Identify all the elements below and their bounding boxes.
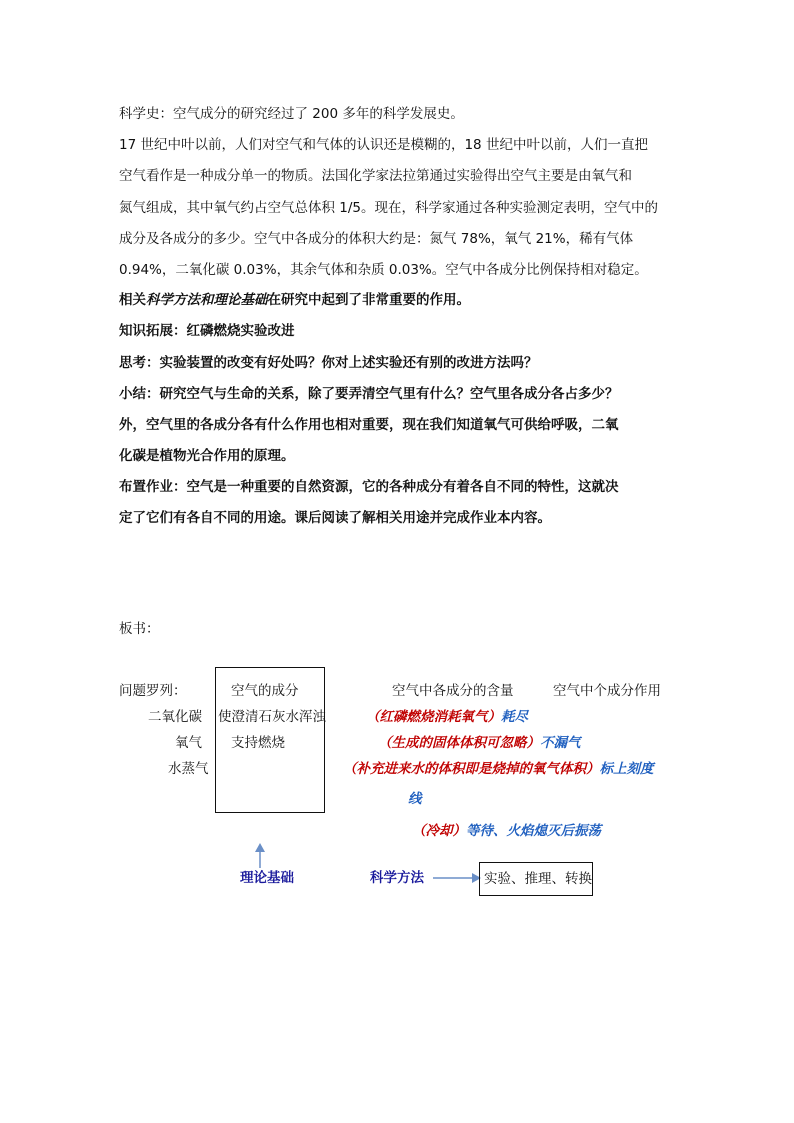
column-content: 空气中各成分的含量 <box>392 683 514 699</box>
row-label-co2: 二氧化碳 <box>148 709 202 725</box>
note-3-continuation: 线 <box>408 791 422 807</box>
paragraph-line: 17 世纪中叶以前，人们对空气和气体的认识还是模糊的，18 世纪中叶以前，人们一直把 <box>119 137 648 153</box>
method-suffix: 在研究中起到了非常重要的作用。 <box>267 292 470 308</box>
note-2-blue: 不漏气 <box>540 735 581 751</box>
note-4-blue: 等待、火焰熄灭后振荡 <box>466 823 601 839</box>
column-components: 空气的成分 <box>231 683 299 699</box>
note-2-red: （生成的固体体积可忽略） <box>378 735 540 751</box>
homework-line: 布置作业：空气是一种重要的自然资源，它的各种成分有着各自不同的特性，这就决 <box>119 479 619 495</box>
science-method: 科学方法 <box>370 870 424 886</box>
row-text-co2: 使澄清石灰水浑浊 <box>218 709 326 725</box>
summary-line: 外，空气里的各成分各有什么作用也相对重要，现在我们知道氧气可供给呼吸，二氧 <box>119 417 619 433</box>
think-question: 思考：实验装置的改变有好处吗？你对上述实验还有别的改进方法吗？ <box>119 355 538 371</box>
summary-line: 小结：研究空气与生命的关系，除了要弄清空气里有什么？空气里各成分各占多少？ <box>119 386 619 402</box>
note-3-blue: 标上刻度 <box>599 761 654 777</box>
board-title: 板书： <box>119 621 160 637</box>
row-text-oxygen: 支持燃烧 <box>231 735 285 751</box>
method-prefix: 相关 <box>119 292 146 308</box>
row-label-oxygen: 氧气 <box>175 735 202 751</box>
knowledge-extension: 知识拓展：红磷燃烧实验改进 <box>119 323 295 339</box>
homework-line: 定了它们有各自不同的用途。课后阅读了解相关用途并完成作业本内容。 <box>119 510 551 526</box>
history-label: 科学史： <box>119 106 173 122</box>
note-1-blue: 耗尽 <box>501 709 528 725</box>
note-1-red: （红磷燃烧消耗氧气） <box>366 709 501 725</box>
list-label: 问题罗列： <box>119 683 187 699</box>
method-emphasis: 科学方法和理论基础 <box>146 292 268 308</box>
paragraph-line: 0.94%，二氧化碳 0.03%，其余气体和杂质 0.03%。空气中各成分比例保持相对稳定。 <box>119 262 648 278</box>
column-function: 空气中个成分作用 <box>553 683 661 699</box>
note-3-red: （补充进来水的体积即是烧掉的氧气体积） <box>343 761 600 777</box>
note-4-red: （冷却） <box>412 823 466 839</box>
up-arrow-head <box>255 843 265 852</box>
paragraph-line: 氮气组成，其中氧气约占空气总体积 1/5。现在，科学家通过各种实验测定表明，空气中的 <box>119 200 659 216</box>
paragraph-line: 成分及各成分的多少。空气中各成分的体积大约是：氮气 78%，氧气 21%，稀有气体 <box>119 231 634 247</box>
history-text: 空气成分的研究经过了 200 多年的科学发展史。 <box>173 106 464 122</box>
paragraph-line: 空气看作是一种成分单一的物质。法国化学家法拉第通过实验得出空气主要是由氧气和 <box>119 168 632 184</box>
row-label-vapor: 水蒸气 <box>168 761 209 777</box>
method-box-text: 实验、推理、转换 <box>484 871 592 887</box>
theory-basis: 理论基础 <box>240 870 294 886</box>
summary-line: 化碳是植物光合作用的原理。 <box>119 448 295 464</box>
